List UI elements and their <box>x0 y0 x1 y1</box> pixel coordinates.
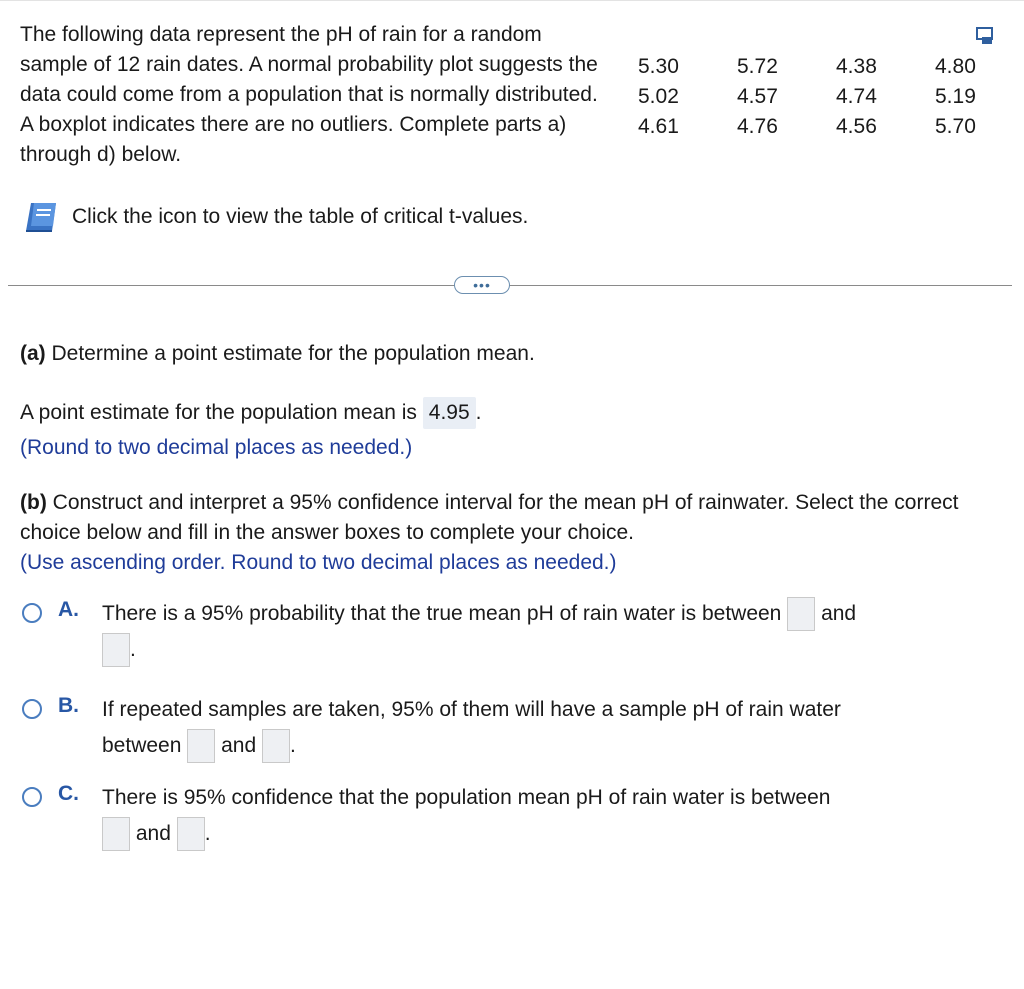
data-cell: 4.38 <box>836 55 877 78</box>
part-a-suffix: . <box>475 401 482 424</box>
choice-c-upper-input[interactable] <box>177 817 205 851</box>
choice-a-radio[interactable] <box>22 603 42 623</box>
table-row <box>628 52 1024 82</box>
question-intro: The following data represent the pH of rain for a random sample of 12 rain dates. A normal probability plot suggests the data could come from a population that is normally distributed. A boxplot indicates there are no outliers. Complete parts a) through d) below. <box>20 23 598 166</box>
choice-b-lower-input[interactable] <box>187 729 215 763</box>
choice-c-statement: There is 95% confidence that the population mean pH of rain water is between <box>102 786 831 809</box>
part-a-answer-line <box>20 397 481 429</box>
section-divider <box>8 285 1012 286</box>
data-cell: 4.76 <box>737 115 778 138</box>
data-cell: 5.70 <box>935 115 976 138</box>
choice-c-and: and <box>135 822 171 845</box>
copy-data-icon[interactable] <box>975 25 997 47</box>
part-b-title <box>20 488 995 548</box>
table-row <box>628 82 1024 112</box>
choice-c-text <box>102 780 1002 852</box>
data-cell: 4.80 <box>935 55 976 78</box>
point-estimate-answer[interactable]: 4.95 <box>423 397 476 429</box>
data-cell: 4.56 <box>836 115 877 138</box>
part-b-label: (b) <box>20 491 47 514</box>
ph-data-table <box>628 52 1024 142</box>
choice-b-letter: B. <box>58 694 79 717</box>
table-row <box>628 112 1024 142</box>
tcrit-link-text[interactable]: Click the icon to view the table of critical t-values. <box>72 205 529 228</box>
data-cell: 5.02 <box>638 85 679 108</box>
choice-b-radio[interactable] <box>22 699 42 719</box>
choice-b-text <box>102 692 1002 764</box>
choice-c-radio[interactable] <box>22 787 42 807</box>
choice-c-letter: C. <box>58 782 79 805</box>
choice-a-text <box>102 596 1002 668</box>
choice-b-upper-input[interactable] <box>262 729 290 763</box>
choice-b-end: . <box>289 734 296 757</box>
part-a-label: (a) <box>20 342 46 365</box>
part-a-title <box>20 339 535 369</box>
choice-a-letter: A. <box>58 598 79 621</box>
choice-b-and: and <box>221 734 257 757</box>
part-b-title-text: Construct and interpret a 95% confidence interval for the mean pH of rainwater. Select the correct choice below and fill in the answer boxes to complete your choice. <box>20 491 959 544</box>
data-cell: 4.61 <box>638 115 679 138</box>
choice-a-and: and <box>821 602 857 625</box>
part-b-hint: (Use ascending order. Round to two decimal places as needed.) <box>20 551 617 574</box>
choice-b-statement: If repeated samples are taken, 95% of them will have a sample pH of rain water <box>102 698 841 721</box>
top-border <box>0 0 1024 1</box>
choice-a-upper-input[interactable] <box>102 633 130 667</box>
data-cell: 5.72 <box>737 55 778 78</box>
part-a-prefix: A point estimate for the population mean is <box>20 401 417 424</box>
choice-c-end: . <box>204 822 211 845</box>
choice-c-lower-input[interactable] <box>102 817 130 851</box>
part-a-title-text: Determine a point estimate for the population mean. <box>45 342 535 365</box>
choice-a-statement: There is a 95% probability that the true mean pH of rain water is between <box>102 602 782 625</box>
part-a-hint: (Round to two decimal places as needed.) <box>20 436 413 459</box>
data-cell: 4.57 <box>737 85 778 108</box>
data-cell: 5.19 <box>935 85 976 108</box>
choice-a-end: . <box>130 638 136 661</box>
choice-b-between: between <box>102 734 182 757</box>
choice-a-lower-input[interactable] <box>787 597 815 631</box>
more-button[interactable]: ••• <box>454 276 510 294</box>
tcrit-link[interactable] <box>22 200 528 234</box>
data-cell: 4.74 <box>836 85 877 108</box>
data-cell: 5.30 <box>638 55 679 78</box>
book-icon[interactable] <box>22 200 60 234</box>
